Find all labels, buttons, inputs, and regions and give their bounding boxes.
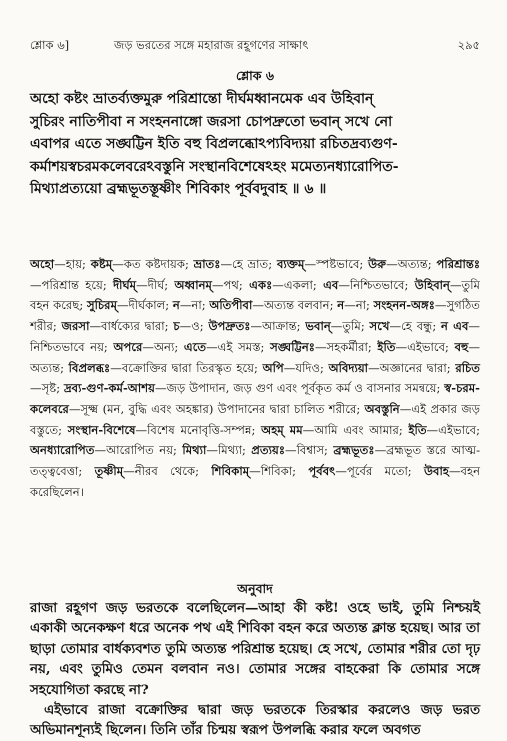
synonym-term: ন [337, 298, 345, 313]
synonym-meaning: সূক্ষ্ম (মন, বুদ্ধি এবং অহঙ্কার) উপাদানের দ্বারা চালিত শরীরে; [80, 401, 365, 416]
synonym-term: জরসা [61, 319, 90, 334]
synonym-meaning: অজ্ঞানের দ্বারা; [379, 360, 456, 375]
synonym-meaning: বিশেষ মনোবৃত্তি-সম্পন্ন; [147, 422, 262, 437]
synonym-term: ভ্রাতঃ [193, 257, 221, 271]
synonym-term: মিথ্যা [182, 443, 207, 458]
translation-text: রাজা রহূগণ জড় ভরতকে বলেছিলেন—আহা কী কষ্ট! ওহে ভাই, তুমি নিশ্চয়ই একাকী অনেকক্ষণ ধরে অনেক পথ এই শিবিকা বহন করে অত্যন্ত ক্লান্ত হয়েছ। আর তা ছাড়া তোমার বার্ধক্যবশত তুমি অত্যন্ত পরিশ্রান্ত হয়েছ। হে সখে, তোমার শরীর তো দৃঢ় নয়, এবং তুমিও তেমন বলবান নও। তোমার সঙ্গের বাহকেরা কি তোমার সঙ্গে সহযোগিতা করছে না? [30, 600, 480, 698]
synonym-term: অপরে [113, 339, 143, 354]
synonym-meaning: মিথ্যা; [217, 443, 252, 458]
synonym-meaning: পথ; [223, 277, 250, 292]
synonym-meaning: সৃষ্ট; [41, 381, 64, 396]
page-number: ২৯৫ [457, 38, 480, 52]
synonym-meaning: নীরব থেকে; [134, 464, 212, 479]
synonym-term: পূর্ববৎ [308, 464, 336, 479]
synonym-meaning: আমি এবং আমার; [314, 422, 409, 437]
synonym-meaning: বহন করেছিলেন। [30, 464, 481, 499]
synonym-term: অহো [30, 257, 55, 271]
synonym-term: ইতি [408, 422, 427, 437]
synonym-meaning: ও; [191, 319, 209, 334]
synonym-term: কষ্টম্ [90, 257, 113, 271]
synonym-term: বিপ্রলব্ধঃ [68, 360, 111, 375]
synonym-meaning: ব্রহ্মভূত স্তরে আত্ম-তত্ত্ববেত্তা; [30, 443, 480, 479]
synonym-meaning: হায়; [65, 257, 91, 271]
synonyms-paragraph: অহো—হায়; কষ্টম্—কত কষ্টদায়ক; ভ্রাতঃ—হে ভ্রাত; ব্যক্তম্—স্পষ্টভাবে; উরু—অত্যন্ত; পরিশ্রান্তঃ—পরিশ্রান্ত হয়ে; দীর্ঘম্—দীর্ঘ; অধ্বানম্—পথ; একঃ—একলা; এব—নিশ্চিতভাবে; উহিবান্—তুমি বহন করেছ; সুচিরম্—দীর্ঘকাল; ন—না; অতিপীবা—অত্যন্ত বলবান; ন—না; সংহনন-অঙ্গঃ—সুগঠিত শরীর; জরসা—বার্ধক্যের দ্বারা; চ—ও; উপদ্রুতঃ—আক্রান্ত; ভবান্—তুমি; সখে—হে বন্ধু; ন এব—নিশ্চিতভাবে নয়; অপরে—অন্য; এতে—এই সমস্ত; সঙ্ঘট্টিনঃ—সহকর্মীরা; ইতি—এইভাবে; বহু—অত্যন্ত; বিপ্রলব্ধঃ—বক্রোক্তির দ্বারা তিরস্কৃত হয়ে; অপি—যদিও; অবিদ্যয়া—অজ্ঞানের দ্বারা; রচিত—সৃষ্ট; দ্রব্য-গুণ-কর্ম-আশয়—জড় উপাদান, জড় গুণ এবং পূর্বকৃত কর্ম ও বাসনার সমন্বয়ে; স্ব-চরম-কলেবরে—সূক্ষ্ম (মন, বুদ্ধি এবং অহঙ্কার) উপাদানের দ্বারা চালিত শরীরে; অবস্তুনি—এই প্রকার জড় বস্তুতে; সংস্থান-বিশেষে—বিশেষ মনোবৃত্তি-সম্পন্ন; অহম্ মম—আমি এবং আমার; ইতি—এইভাবে; অনধ্যারোপিত—আরোপিত নয়; মিথ্যা—মিথ্যা; প্রত্যয়ঃ—বিশ্বাস; ব্রহ্মভূতঃ—ব্রহ্মভূত স্তরে আত্ম-তত্ত্ববেত্তা; তূষ্ণীম্—নীরব থেকে; শিবিকাম্—শিবিকা; পূর্ববৎ—পূর্বের মতো; উবাহ—বহন করেছিলেন। [30, 257, 481, 499]
synonym-term: অহম্ মম [261, 422, 303, 437]
running-head-verse-ref: শ্লোক ৬] [30, 38, 70, 52]
synonym-meaning: শিবিকা; [260, 464, 309, 479]
synonym-term: একঃ [249, 277, 273, 292]
synonym-term: পরিশ্রান্তঃ [436, 257, 481, 271]
synonym-term: উরু [368, 257, 387, 271]
synonym-term: অবস্তুনি [364, 401, 400, 416]
synonym-meaning: হে ভ্রাত; [232, 257, 277, 271]
synonym-meaning: অত্যন্ত; [397, 257, 437, 271]
synonym-term: ন এব [441, 319, 469, 334]
synonym-term: ব্যক্তম্ [276, 257, 305, 271]
synonym-meaning: কত কষ্টদায়ক; [123, 257, 194, 271]
synonym-meaning: এইভাবে; [407, 339, 455, 354]
verse-text: অহো কষ্টং ভ্রাতর্ব্যক্তমুরু পরিশ্রান্তো দীর্ঘমধ্বানমেক এব উহিবান্ সুচিরং নাতিপীবা ন সংহননাঙ্গো জরসা চোপদ্রুতো ভবান্ সখে নো এবাপর এতে সঙ্ঘট্টিন ইতি বহু বিপ্রলব্ধোঽপ্যবিদ্যয়া রচিতদ্রব্যগুণ- কর্মাশয়স্বচরমকলেবরেঽবস্তুনি সংস্থানবিশেষেঽহং মমেত্যনধ্যারোপিত- মিথ্যাপ্রত্যয়ো ব্রহ্মভূতস্তূষ্ণীং শিবিকাং পূর্ববদুবাহ ॥ ৬ ॥ [30, 91, 399, 198]
synonym-meaning: তুমি; [342, 319, 370, 334]
synonym-term: সখে [369, 319, 390, 334]
synonym-term: দীর্ঘম্ [113, 277, 137, 292]
synonym-term: উবাহ [424, 464, 449, 479]
synonym-meaning: না; [355, 298, 374, 313]
synonym-term: অতিপীবা [209, 298, 253, 313]
synonym-meaning: জড় উপাদান, জড় গুণ এবং পূর্বকৃত কর্ম ও বাসনার সমন্বয়ে; [166, 381, 445, 396]
synonym-term: সুচিরম্ [86, 298, 118, 313]
synonym-meaning: দীর্ঘ; [147, 277, 175, 292]
synonym-term: ভবান্ [305, 319, 331, 334]
synonym-meaning: অন্য; [154, 339, 184, 354]
running-head-chapter-title: জড় ভরতের সঙ্গে মহারাজ রহূগণের সাক্ষাৎ [114, 38, 309, 52]
synonym-term: দ্রব্য-গুণ-কর্ম-আশয় [63, 381, 155, 396]
verse-heading: শ্লোক ৬ [235, 68, 275, 83]
synonym-term: বহু [454, 339, 469, 354]
synonym-meaning: বক্রোক্তির দ্বারা তিরস্কৃত হয়ে; [121, 360, 263, 375]
synonym-meaning: একলা; [283, 277, 324, 292]
synonym-term: এতে [183, 339, 207, 354]
synonym-meaning: হে বন্ধু; [401, 319, 442, 334]
synonym-term: উপদ্রুতঃ [208, 319, 251, 334]
synonym-meaning: বিশ্বাস; [296, 443, 334, 458]
synonym-term: এব [323, 277, 339, 292]
synonym-meaning: এইভাবে; [438, 422, 480, 437]
synonym-term: ন [172, 298, 180, 313]
synonym-meaning: এই সমস্ত; [217, 339, 271, 354]
synonym-term: শিবিকাম্ [211, 464, 250, 479]
synonym-term: রচিত [455, 360, 480, 375]
translation-heading: অনুবাদ [237, 581, 273, 596]
synonym-meaning: নিশ্চিতভাবে নয়; [30, 339, 114, 354]
synonym-term: উহিবান্ [414, 277, 450, 292]
synonym-meaning: পূর্বের মতো; [346, 464, 425, 479]
synonym-term: ইতি [377, 339, 396, 354]
synonym-term: চ [173, 319, 180, 334]
synonym-meaning: তুমি বহন করেছ; [30, 277, 480, 313]
synonym-meaning: না; [191, 298, 210, 313]
synonym-term: প্রত্যয়ঃ [251, 443, 286, 458]
synonym-term: অধ্বানম্ [174, 277, 212, 292]
synonym-meaning: দীর্ঘকাল; [128, 298, 173, 313]
synonym-meaning: আক্রান্ত; [262, 319, 306, 334]
synonym-term: সংহনন-অঙ্গঃ [373, 298, 435, 313]
synonym-meaning: সুগঠিত শরীর; [30, 298, 480, 334]
synonym-term: অবিদ্যয়া [328, 360, 369, 375]
synonym-term: সংস্থান-বিশেষে [67, 422, 136, 437]
purport-text: এইভাবে রাজা বক্রোক্তির দ্বারা জড় ভরতকে তিরস্কার করলেও জড় ভরত অভিমানশূন্যই ছিলেন। তিনি তাঁর চিন্ময় স্বরূপ উপলব্ধি করার ফলে অবগত [30, 702, 480, 739]
synonym-term: তূষ্ণীম্ [94, 464, 124, 479]
synonym-meaning: এই প্রকার জড় বস্তুতে; [30, 401, 481, 437]
synonym-meaning: পরিশ্রান্ত হয়ে; [41, 277, 114, 292]
synonym-meaning: আরোপিত নয়; [106, 443, 183, 458]
synonym-term: অনধ্যারোপিত [30, 443, 95, 458]
synonym-term: সঙ্ঘট্টিনঃ [270, 339, 315, 354]
synonym-meaning: স্পষ্টভাবে; [316, 257, 369, 271]
synonym-meaning: সহকর্মীরা; [326, 339, 378, 354]
synonym-meaning: যদিও; [295, 360, 329, 375]
running-head [30, 38, 480, 52]
synonym-meaning: নিশ্চিতভাবে; [349, 277, 415, 292]
synonym-term: ব্রহ্মভূতঃ [333, 443, 375, 458]
synonym-meaning: বার্ধক্যের দ্বারা; [101, 319, 174, 334]
synonym-meaning: অত্যন্ত বলবান; [263, 298, 338, 313]
synonym-term: স্ব-চরম-কলেবরে [30, 381, 480, 416]
synonym-term: অপি [262, 360, 284, 375]
synonym-meaning: অত্যন্ত; [30, 360, 69, 375]
